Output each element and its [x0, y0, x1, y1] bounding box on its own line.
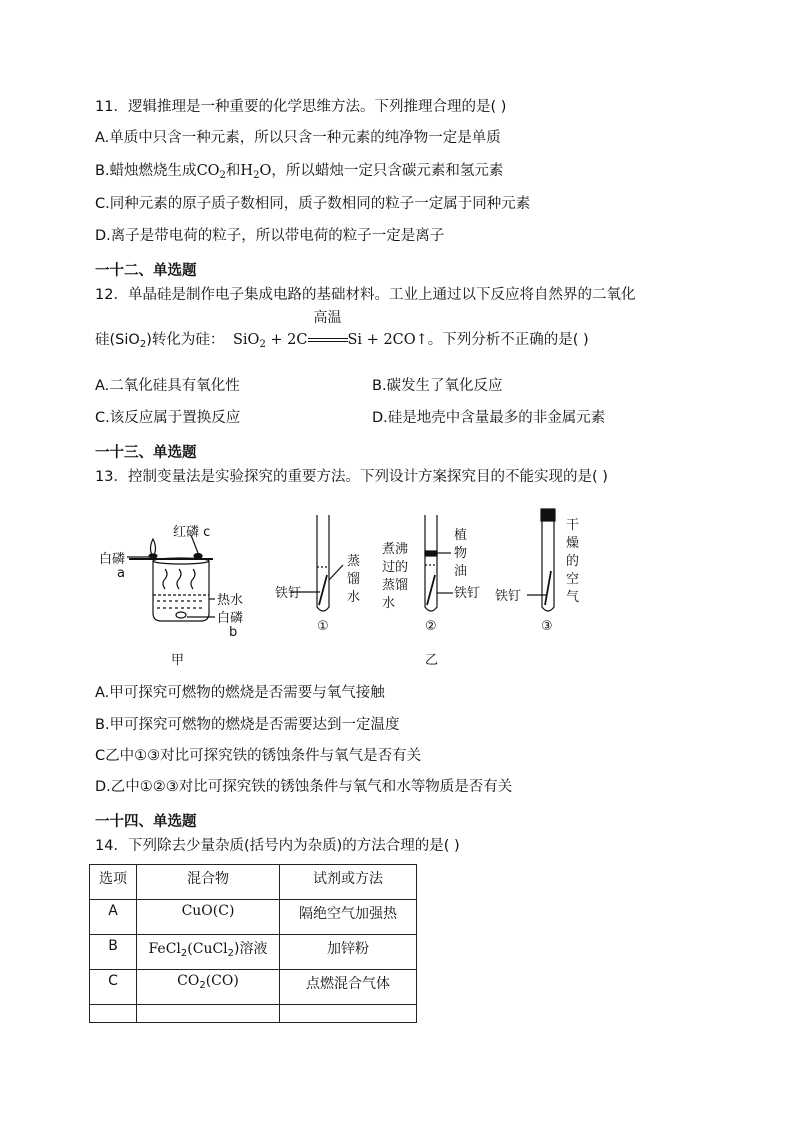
label-tube-2: ② — [425, 619, 437, 634]
section-heading-14: 一十四、单选题 — [95, 814, 197, 830]
q13-option-a: A.甲可探究可燃物的燃烧是否需要与氧气接触 — [95, 685, 385, 701]
label-hot-water: 热水 — [217, 593, 244, 608]
steam-curl — [163, 569, 167, 589]
formula-suffix: )溶液 — [234, 941, 268, 957]
table-cell-method: 点燃混合气体 — [280, 970, 417, 1005]
label-jia: 甲 — [171, 653, 185, 668]
label-nail-2: 铁钉 — [454, 586, 481, 601]
q12-option-b: B.碳发生了氧化反应 — [372, 378, 503, 394]
label-boiled-2: 蒸馏 — [382, 578, 409, 593]
q13-stem: 13．控制变量法是实验探究的重要方法。下列设计方案探究目的不能实现的是( ) — [95, 469, 608, 485]
q12-option-d: D.硅是地壳中含量最多的非金属元素 — [372, 410, 606, 426]
eq-left-sub: 2 — [259, 339, 266, 350]
q11-b-text-2: ，所以蜡烛一定只含碳元素和氢元素 — [271, 163, 504, 179]
formula-fecl2: FeCl — [148, 941, 181, 957]
q12-stem2-sub: 2 — [139, 339, 147, 350]
apparatus-jia — [127, 535, 215, 621]
label-dry-air-4: 气 — [566, 590, 580, 605]
table-cell-option: B — [90, 935, 137, 970]
reaction-arrow — [308, 310, 348, 350]
equals-sign — [308, 338, 348, 342]
q11-option-d: D.离子是带电荷的粒子，所以带电荷的粒子一定是离子 — [95, 228, 445, 244]
q14-stem: 14．下列除去少量杂质(括号内为杂质)的方法合理的是( ) — [95, 838, 460, 854]
table-row — [90, 900, 417, 935]
table-cell-empty — [90, 1005, 137, 1023]
experiment-diagram — [95, 505, 615, 675]
label-nail-3: 铁钉 — [495, 589, 522, 604]
nail-1 — [319, 575, 327, 605]
label-tube-1: ① — [317, 619, 329, 634]
test-tube-2 — [425, 515, 453, 611]
tube-1-glass — [317, 515, 329, 611]
label-yi: 乙 — [425, 653, 439, 668]
table-row-empty — [90, 1005, 417, 1023]
label-oil-0: 植 — [454, 528, 468, 543]
section-heading-13: 一十三、单选题 — [95, 445, 197, 461]
table-cell-method: 隔绝空气加强热 — [280, 900, 417, 935]
formula-sub: 2 — [227, 948, 235, 959]
q13-option-c: C乙中①③对比可探究铁的锈蚀条件与氧气是否有关 — [95, 748, 422, 764]
tube-3-glass — [542, 521, 554, 611]
red-phosphorus-c — [194, 554, 202, 559]
table-row — [90, 935, 417, 970]
table-cell-mixture — [137, 970, 280, 1005]
label-dry-air-3: 空 — [566, 572, 580, 587]
label-b: b — [229, 625, 238, 640]
nail-3 — [545, 571, 551, 605]
label-red-phosphorus: 红磷 c — [173, 525, 211, 540]
impurity-table — [89, 864, 417, 1023]
q11-option-b — [95, 161, 503, 181]
eq-left-rest: + 2C — [265, 332, 308, 348]
table-header: 选项 — [90, 865, 137, 900]
label-water-1-2: 水 — [347, 590, 361, 605]
formula-h2o-h: H — [240, 163, 254, 179]
leader-line — [329, 565, 343, 580]
q11-option-a: A.单质中只含一种元素，所以只含一种元素的纯净物一定是单质 — [95, 130, 501, 146]
label-boiled-0: 煮沸 — [382, 542, 409, 557]
label-water-1-1: 馏 — [347, 572, 361, 587]
q12-stem-line2 — [95, 310, 589, 350]
formula-h2o — [240, 163, 271, 179]
label-boiled-3: 水 — [382, 596, 396, 611]
steam-curl — [177, 569, 181, 589]
eq-left: SiO — [232, 332, 260, 348]
q12-option-c: C.该反应属于置换反应 — [95, 410, 241, 426]
q11-option-c: C.同种元素的原子质子数相同，质子数相同的粒子一定属于同种元素 — [95, 196, 531, 212]
q12-stem-line1: 12．单晶硅是制作电子集成电路的基础材料。工业上通过以下反应将自然界的二氧化 — [95, 287, 636, 303]
formula-co2 — [197, 163, 226, 179]
formula-co2-base: CO — [196, 163, 220, 179]
formula-co2-sub: 2 — [219, 170, 226, 181]
label-boiled-1: 过的 — [382, 560, 409, 575]
table-header: 混合物 — [137, 865, 280, 900]
table-cell-option: A — [90, 900, 137, 935]
table-cell-empty — [280, 1005, 417, 1023]
label-tube-3: ③ — [541, 619, 553, 634]
formula-sub: 2 — [199, 980, 206, 991]
table-cell-empty — [137, 1005, 280, 1023]
label-dry-air-1: 燥 — [566, 536, 580, 551]
label-dry-air-0: 干 — [566, 518, 580, 533]
table-header-row — [90, 865, 417, 900]
formula-co2: CO — [177, 973, 200, 989]
q11-b-and: 和 — [225, 163, 241, 179]
q12-stem2-post: 。下列分析不正确的是( ) — [427, 332, 589, 348]
label-water-1-0: 蒸 — [347, 554, 361, 569]
formula-h2o-o: O — [259, 163, 272, 179]
label-white-phosphorus-b: 白磷 — [217, 611, 244, 626]
nail-2 — [427, 575, 435, 605]
label-a: a — [117, 566, 125, 581]
q11-b-text-1: B.蜡烛燃烧生成 — [95, 163, 197, 179]
formula-co: (CO) — [205, 973, 239, 989]
tube-3-stopper — [541, 509, 555, 521]
reaction-condition: 高温 — [313, 310, 342, 326]
q13-option-b: B.甲可探究可燃物的燃烧是否需要达到一定温度 — [95, 717, 400, 733]
q12-stem2-pre: 硅(SiO — [95, 332, 140, 348]
table-row — [90, 970, 417, 1005]
section-heading-12: 一十二、单选题 — [95, 263, 197, 279]
label-white-phosphorus-a: 白磷 — [99, 552, 126, 567]
table-cell-mixture: CuO(C) — [137, 900, 280, 935]
test-tube-3 — [527, 509, 555, 611]
reaction-equation — [232, 310, 428, 350]
label-nail-1: 铁钉 — [275, 586, 302, 601]
q12-stem2-mid: )转化为硅： — [146, 332, 225, 348]
label-dry-air-2: 的 — [566, 554, 580, 569]
white-phosphorus-b — [176, 612, 186, 618]
label-oil-2: 油 — [454, 564, 468, 579]
steam-curl — [191, 569, 195, 589]
formula-sub: 2 — [180, 948, 188, 959]
table-header: 试剂或方法 — [280, 865, 417, 900]
experiment-figure — [95, 505, 615, 675]
eq-right: Si + 2CO↑ — [347, 332, 428, 348]
tube-2-glass — [425, 515, 437, 611]
q13-option-d: D.乙中①②③对比可探究铁的锈蚀条件与氧气和水等物质是否有关 — [95, 779, 513, 795]
q11-stem: 11．逻辑推理是一种重要的化学思维方法。下列推理合理的是( ) — [95, 99, 507, 115]
label-oil-1: 物 — [454, 546, 468, 561]
table-cell-mixture — [137, 935, 280, 970]
table-cell-option: C — [90, 970, 137, 1005]
q12-option-a: A.二氧化硅具有氧化性 — [95, 378, 240, 394]
formula-h2o-sub: 2 — [253, 170, 260, 181]
table-cell-method: 加锌粉 — [280, 935, 417, 970]
white-phosphorus-a — [149, 554, 157, 558]
formula-cucl2: (CuCl — [187, 941, 228, 957]
tube-2-oil-layer — [425, 551, 437, 556]
